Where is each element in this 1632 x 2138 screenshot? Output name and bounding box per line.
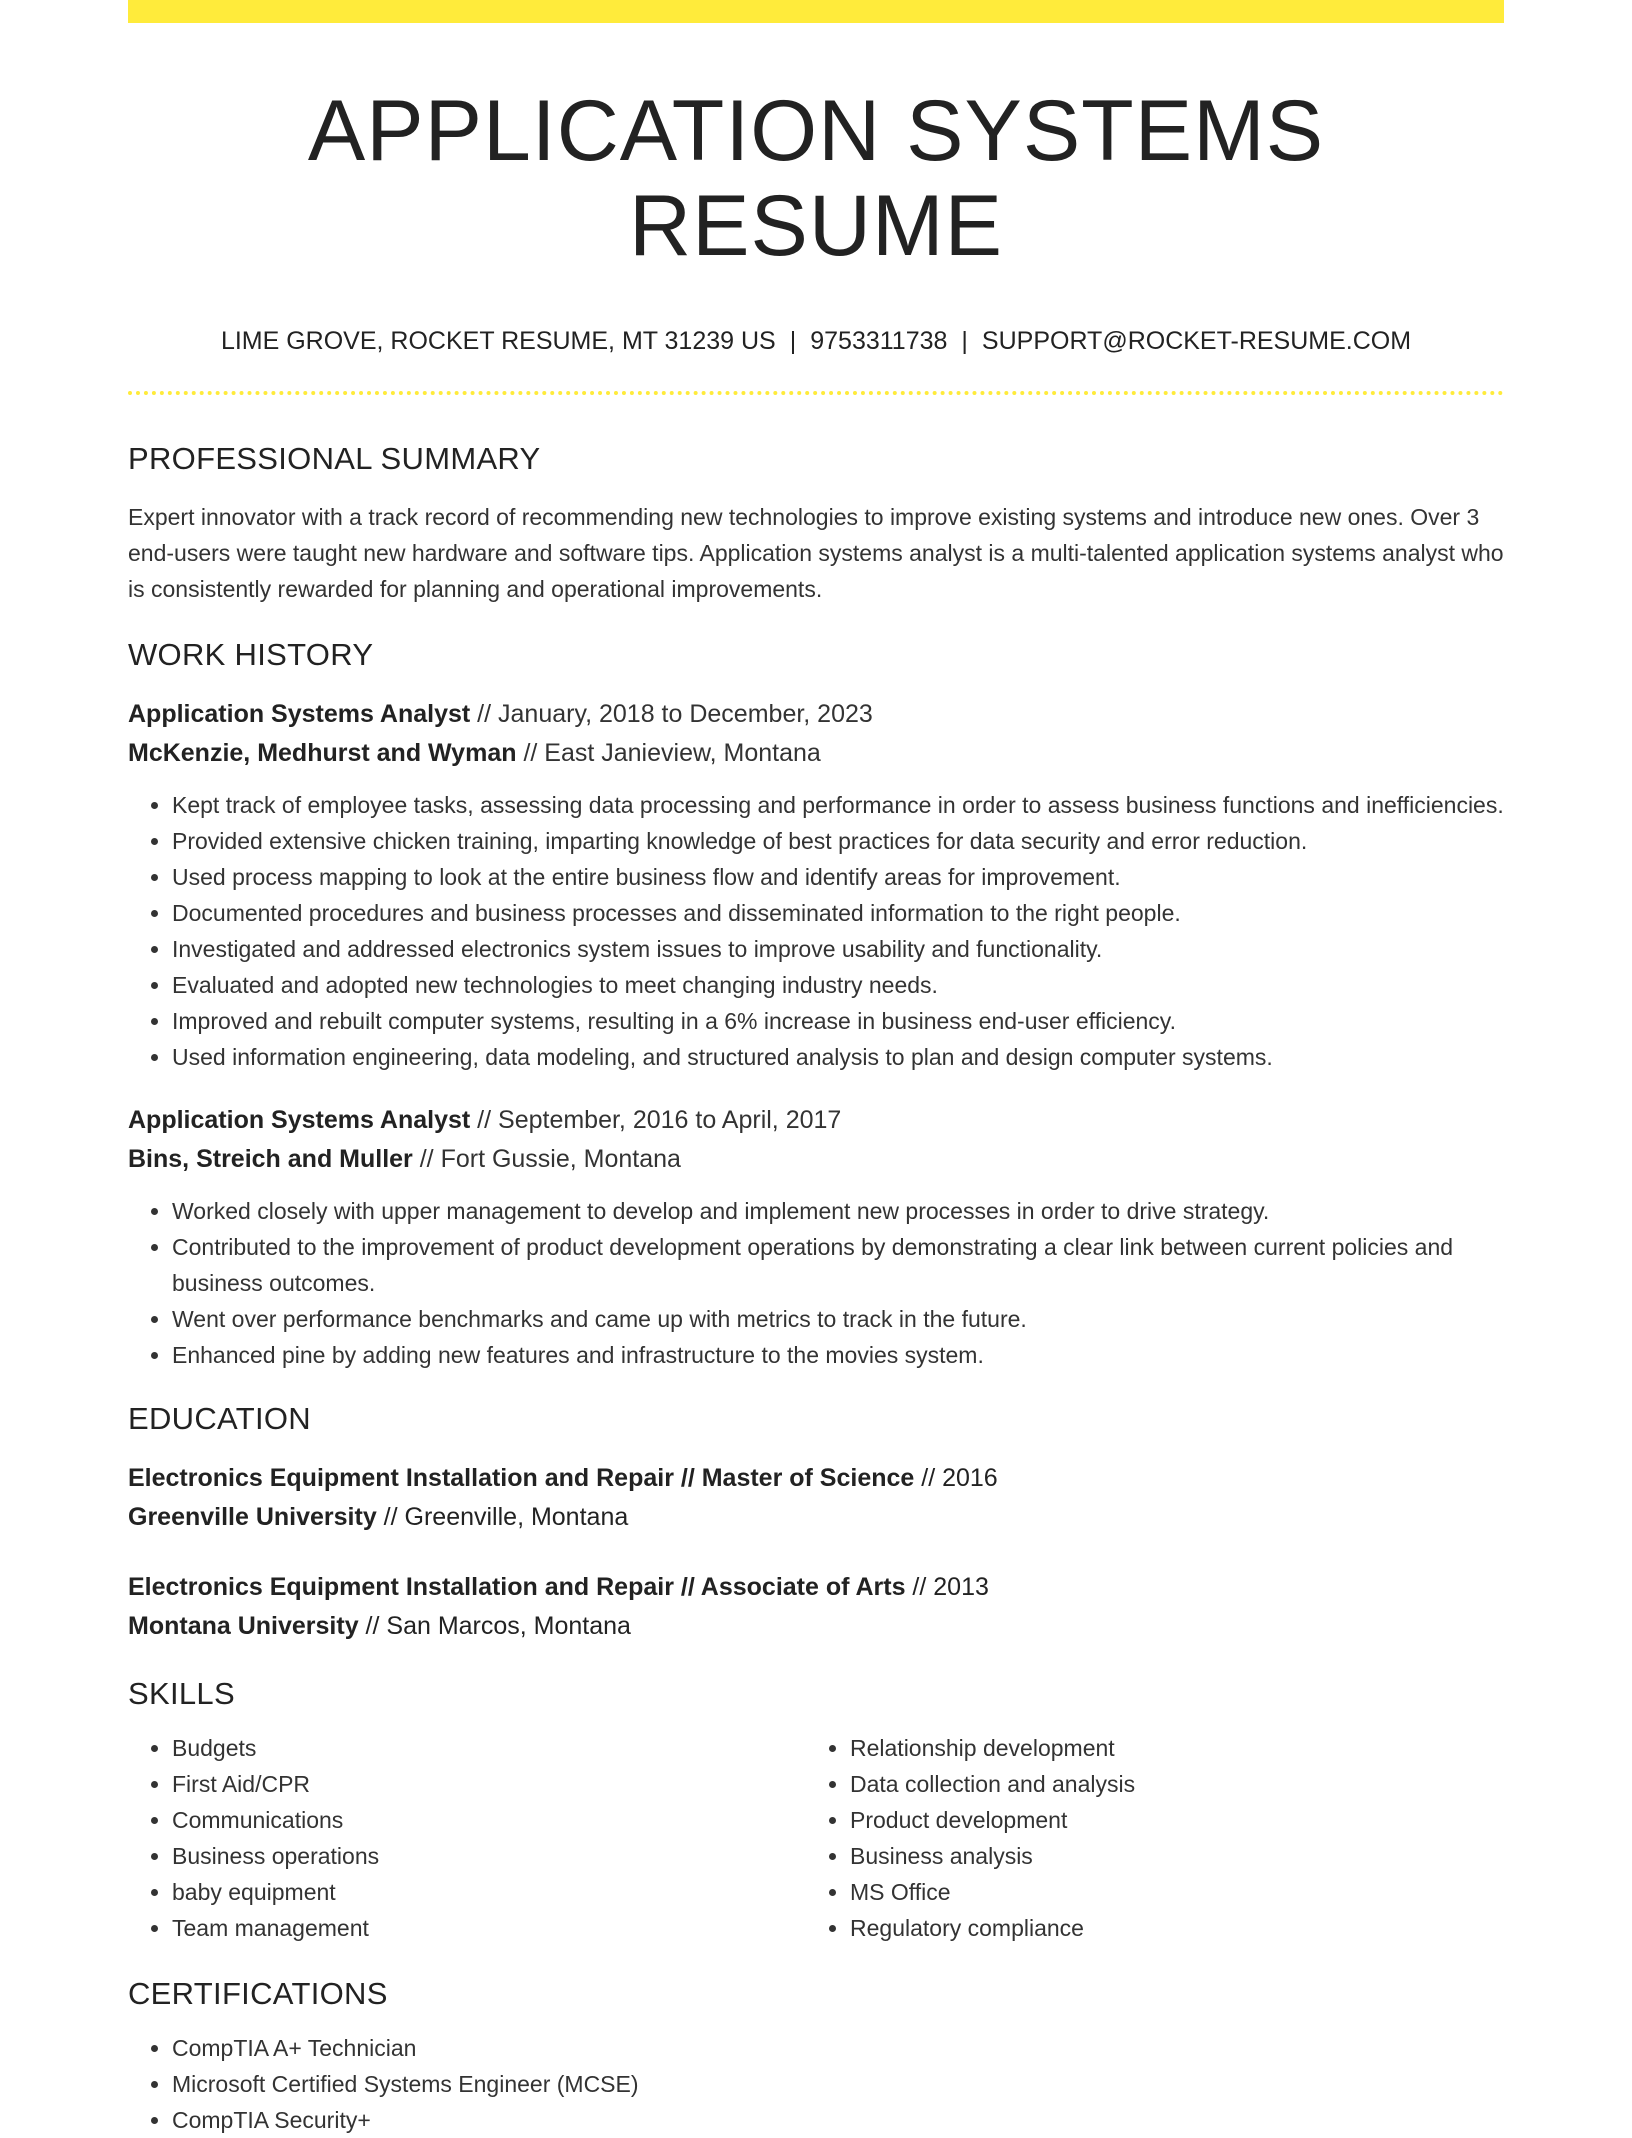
skills-columns	[128, 1730, 1504, 1946]
job-bullets	[128, 1193, 1504, 1373]
job-entry	[128, 1101, 1504, 1179]
list-item: • Business operations	[172, 1838, 806, 1874]
list-item: • CompTIA Security+	[172, 2102, 1504, 2138]
list-item: • Budgets	[172, 1730, 806, 1766]
list-item: • Evaluated and adopted new technologies to meet changing industry needs.	[172, 967, 1504, 1003]
list-item: • Provided extensive chicken training, imparting knowledge of best practices for data security and error reduction.	[172, 823, 1504, 859]
list-item: • Used information engineering, data modeling, and structured analysis to plan and design computer systems.	[172, 1039, 1504, 1075]
skills-right-list	[806, 1730, 1484, 1946]
list-item: • First Aid/CPR	[172, 1766, 806, 1802]
degree-line	[128, 1459, 1504, 1498]
degree: Electronics Equipment Installation and Repair // Associate of Arts	[128, 1573, 906, 1602]
dotted-divider	[128, 391, 1504, 395]
list-item: • Data collection and analysis	[850, 1766, 1484, 1802]
list-item: • Enhanced pine by adding new features and infrastructure to the movies system.	[172, 1337, 1504, 1373]
list-item: • CompTIA A+ Technician	[172, 2030, 1504, 2066]
certifications-list	[128, 2030, 1504, 2138]
list-item: • Used process mapping to look at the entire business flow and identify areas for improvement.	[172, 859, 1504, 895]
list-item: • Kept track of employee tasks, assessing data processing and performance in order to assess business functions and inefficiencies.	[172, 787, 1504, 823]
school-location: // Greenville, Montana	[376, 1503, 629, 1532]
education-entry	[128, 1459, 1504, 1537]
list-item: • Microsoft Certified Systems Engineer (MCSE)	[172, 2066, 1504, 2102]
list-item: • Product development	[850, 1802, 1484, 1838]
summary-heading: PROFESSIONAL SUMMARY	[128, 441, 541, 477]
resume-page	[128, 0, 1504, 2138]
job-company-line	[128, 734, 1504, 773]
skills-left-list	[128, 1730, 806, 1946]
contact-line	[128, 327, 1504, 356]
job-entry	[128, 695, 1504, 773]
certifications-heading: CERTIFICATIONS	[128, 1976, 388, 2012]
school-line	[128, 1607, 1504, 1646]
job-location: // Fort Gussie, Montana	[412, 1145, 681, 1174]
education-entry	[128, 1568, 1504, 1646]
resume-title: APPLICATION SYSTEMS RESUME	[307, 83, 1325, 274]
school-line	[128, 1498, 1504, 1537]
list-item: • Regulatory compliance	[850, 1910, 1484, 1946]
list-item: • Communications	[172, 1802, 806, 1838]
job-dates: // January, 2018 to December, 2023	[470, 700, 873, 729]
job-company: Bins, Streich and Muller	[128, 1145, 413, 1174]
school: Montana University	[128, 1612, 359, 1641]
contact-phone: 9753311738	[810, 327, 948, 356]
list-item: • Improved and rebuilt computer systems, resulting in a 6% increase in business end-user efficiency.	[172, 1003, 1504, 1039]
work-history-heading: WORK HISTORY	[128, 637, 374, 673]
degree-year: // 2016	[914, 1464, 998, 1493]
school: Greenville University	[128, 1503, 377, 1532]
job-dates: // September, 2016 to April, 2017	[470, 1106, 842, 1135]
degree-year: // 2013	[905, 1573, 989, 1602]
contact-email: SUPPORT@ROCKET-RESUME.COM	[981, 327, 1412, 356]
job-company: McKenzie, Medhurst and Wyman	[128, 739, 517, 768]
list-item: • MS Office	[850, 1874, 1484, 1910]
list-item: • Worked closely with upper management to develop and implement new processes in order to drive strategy.	[172, 1193, 1504, 1229]
job-position: Application Systems Analyst	[128, 1106, 471, 1135]
job-company-line	[128, 1140, 1504, 1179]
summary-text: Expert innovator with a track record of recommending new technologies to improve existing systems and introduce new ones. Over 3 end-users were taught new hardware and software tips. Application systems analyst is a multi-talented application systems analyst who is consistently rewarded for planning and operational improvements.	[128, 504, 1504, 603]
skills-heading: SKILLS	[128, 1676, 235, 1712]
education-heading: EDUCATION	[128, 1401, 311, 1437]
degree-line	[128, 1568, 1504, 1607]
job-location: // East Janieview, Montana	[516, 739, 821, 768]
job-position: Application Systems Analyst	[128, 700, 471, 729]
contact-separator: |	[789, 327, 797, 356]
job-bullets	[128, 787, 1504, 1075]
list-item: • Business analysis	[850, 1838, 1484, 1874]
job-title-line	[128, 695, 1504, 734]
contact-separator: |	[961, 327, 968, 356]
list-item: • Contributed to the improvement of product development operations by demonstrating a clear link between current policies and business outcomes.	[172, 1229, 1504, 1301]
contact-address: LIME GROVE, ROCKET RESUME, MT 31239 US	[220, 327, 776, 356]
list-item: • Went over performance benchmarks and came up with metrics to track in the future.	[172, 1301, 1504, 1337]
degree: Electronics Equipment Installation and Repair // Master of Science	[128, 1464, 915, 1493]
job-title-line	[128, 1101, 1504, 1140]
list-item: • Documented procedures and business processes and disseminated information to the right people.	[172, 895, 1504, 931]
list-item: • Relationship development	[850, 1730, 1484, 1766]
accent-bar	[128, 0, 1504, 23]
list-item: • Investigated and addressed electronics system issues to improve usability and functionality.	[172, 931, 1504, 967]
list-item: • baby equipment	[172, 1874, 806, 1910]
list-item: • Team management	[172, 1910, 806, 1946]
school-location: // San Marcos, Montana	[358, 1612, 631, 1641]
